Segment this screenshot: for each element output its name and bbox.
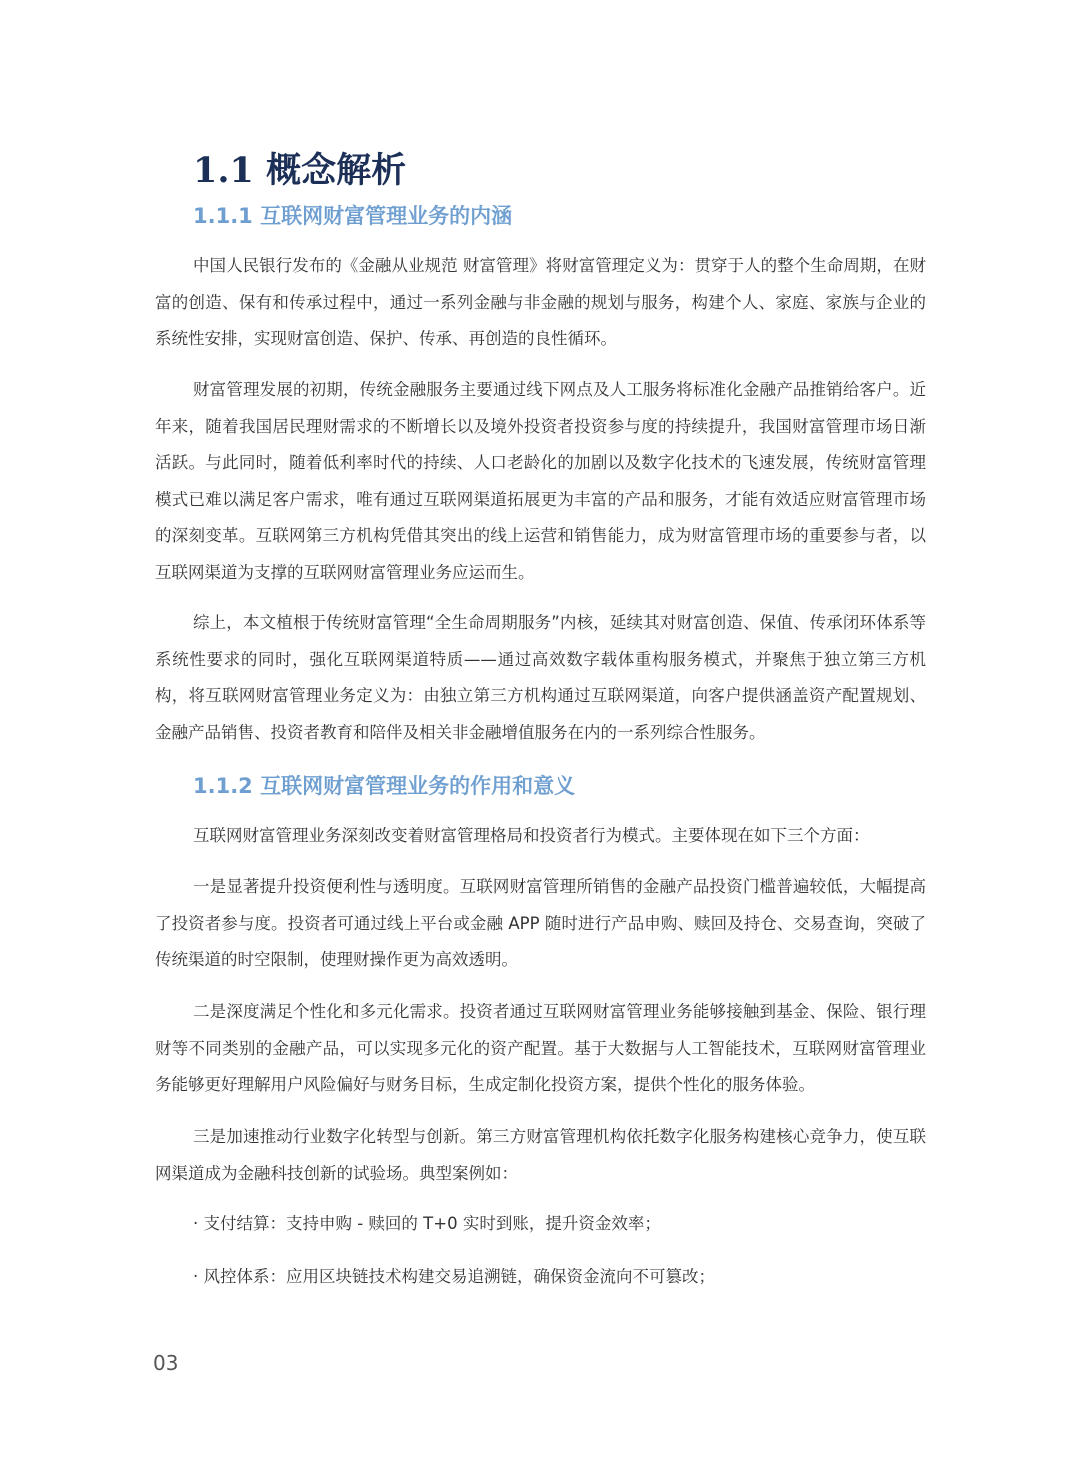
paragraph-aspect-convenience: 一是显著提升投资便利性与透明度。互联网财富管理所销售的金融产品投资门槛普遍较低，大幅提高了投资者参与度。投资者可通过线上平台或金融 APP 随时进行产品申购、赎回及持仓、交易查询，突破了传统渠道的时空限制，使理财操作更为高效透明。 xyxy=(155,877,926,969)
paragraph-aspect-personalization: 二是深度满足个性化和多元化需求。投资者通过互联网财富管理业务能够接触到基金、保险、银行理财等不同类别的金融产品，可以实现多元化的资产配置。基于大数据与人工智能技术，互联网财富管理业务能够更好理解用户风险偏好与财务目标，生成定制化投资方案，提供个性化的服务体验。 xyxy=(155,1002,926,1094)
bullet-payment-settlement: · 支付结算：支持申购 - 赎回的 T+0 实时到账，提升资金效率； xyxy=(193,1214,661,1233)
page-number: 03 xyxy=(153,1351,179,1375)
section-title-1-1-2: 1.1.2 互联网财富管理业务的作用和意义 xyxy=(193,774,576,798)
chapter-heading: 1.1 概念解析 xyxy=(193,150,407,191)
paragraph-aspect-digital-transformation: 三是加速推动行业数字化转型与创新。第三方财富管理机构依托数字化服务构建核心竞争力，使互联网渠道成为金融科技创新的试验场。典型案例如： xyxy=(155,1127,926,1183)
paragraph-intro-aspects: 互联网财富管理业务深刻改变着财富管理格局和投资者行为模式。主要体现在如下三个方面： xyxy=(193,826,870,845)
section-title-1-1-1: 1.1.1 互联网财富管理业务的内涵 xyxy=(193,204,513,228)
paragraph-summary-definition: 综上，本文植根于传统财富管理“全生命周期服务”内核，延续其对财富创造、保值、传承闭环体系等系统性要求的同时，强化互联网渠道特质——通过高效数字载体重构服务模式，并聚焦于独立第三方机构，将互联网财富管理业务定义为：由独立第三方机构通过互联网渠道，向客户提供涵盖资产配置规划、金融产品销售、投资者教育和陪伴及相关非金融增值服务在内的一系列综合性服务。 xyxy=(155,613,926,742)
paragraph-development: 财富管理发展的初期，传统金融服务主要通过线下网点及人工服务将标准化金融产品推销给客户。近年来，随着我国居民理财需求的不断增长以及境外投资者投资参与度的持续提升，我国财富管理市场日渐活跃。与此同时，随着低利率时代的持续、人口老龄化的加剧以及数字化技术的飞速发展，传统财富管理模式已难以满足客户需求，唯有通过互联网渠道拓展更为丰富的产品和服务，才能有效适应财富管理市场的深刻变革。互联网第三方机构凭借其突出的线上运营和销售能力，成为财富管理市场的重要参与者，以互联网渠道为支撑的互联网财富管理业务应运而生。 xyxy=(155,380,926,582)
bullet-risk-control: · 风控体系：应用区块链技术构建交易追溯链，确保资金流向不可篡改； xyxy=(193,1267,715,1286)
paragraph-definition: 中国人民银行发布的《金融从业规范 财富管理》将财富管理定义为：贯穿于人的整个生命周期，在财富的创造、保有和传承过程中，通过一系列金融与非金融的规划与服务，构建个人、家庭、家族与企业的系统性安排，实现财富创造、保护、传承、再创造的良性循环。 xyxy=(155,256,926,348)
